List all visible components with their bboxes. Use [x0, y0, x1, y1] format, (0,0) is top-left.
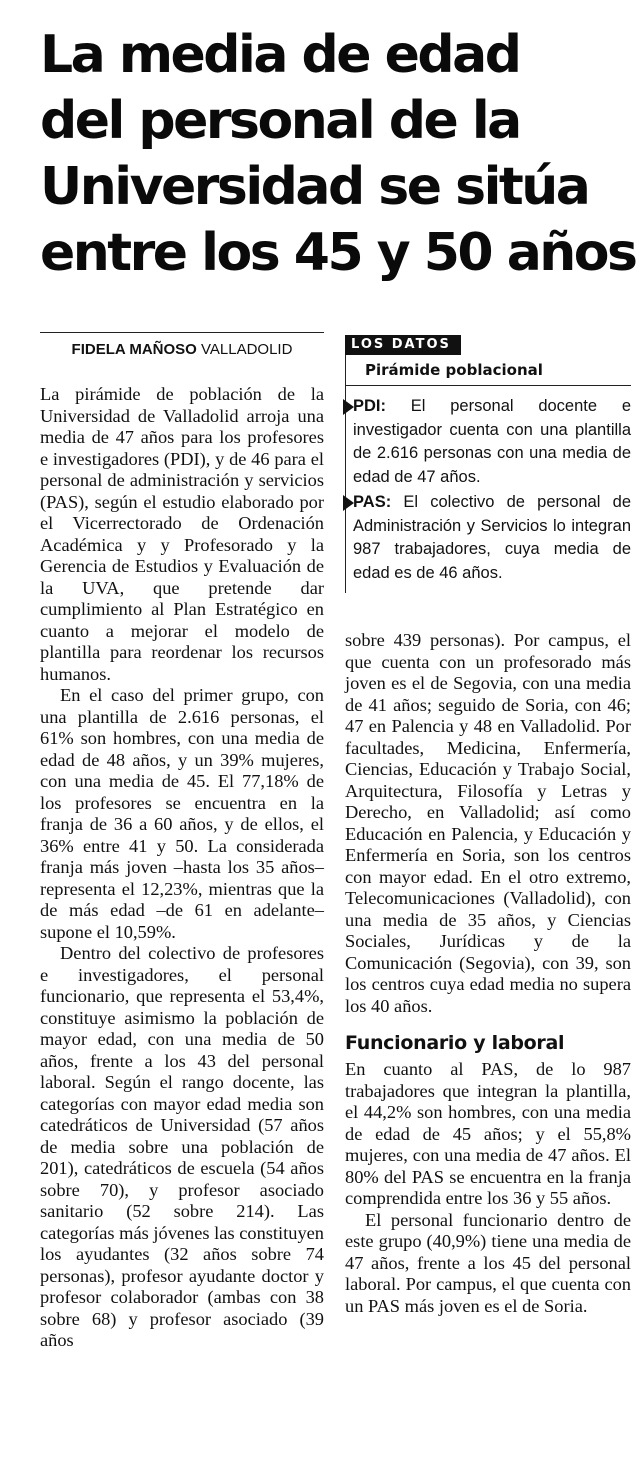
triangle-arrow-icon: [343, 495, 354, 511]
article-paragraph: En el caso del primer grupo, con una plantilla de 2.616 personas, el 61% son hombres, con una media de edad de 48 años, y un 39% mujeres, con una media de 45. El 77,18% de los profesores se encuentra en la franja de 36 a 60 años, y de ellos, el 36% entre 41 y 50. La considerada franja más joven –hasta los 35 años– representa el 12,23%, mientras que la de más edad –de 61 en adelante– supone el 10,59%.: [40, 685, 324, 942]
headline-line: entre los 45 y 50 años: [40, 223, 636, 283]
byline: [40, 332, 324, 358]
article-subhead: Funcionario y laboral: [345, 1032, 565, 1054]
sidebar-title: Pirámide poblacional: [365, 361, 543, 379]
sidebar-box: [345, 335, 631, 593]
sidebar-tag: LOS DATOS: [345, 335, 461, 355]
article-paragraph: En cuanto al PAS, de lo 987 trabajadores que integran la plantilla, el 44,2% son hombres, con una media de edad de 45 años; y el 55,8% mujeres, con una media de 47 años. El 80% del PAS se encuentra en la franja comprendida entre los 36 y 55 años.: [345, 1059, 631, 1208]
byline-location: VALLADOLID: [201, 341, 293, 358]
sidebar-item-text: El personal docente e investigador cuenta con una plantilla de 2.616 personas con una media de edad de 47 años.: [353, 397, 631, 486]
sidebar-items: [353, 395, 631, 587]
headline-line: del personal de la: [40, 91, 520, 151]
sidebar-item-label: PAS:: [353, 493, 392, 511]
article-paragraph: Dentro del colectivo de profesores e investigadores, el personal funcionario, que representa el 53,4%, constituye asimismo la población de mayor edad, con una media de 50 años, frente a los 43 del personal laboral. Según el rango docente, las categorías con mayor edad media son catedráticos de Universidad (57 años de media sobre una población de 201), catedráticos de escuela (54 años sobre 70), y profesor asociado sanitario (52 sobre 214). Las categorías más jóvenes las constituyen los ayudantes (32 años sobre 74 personas), profesor ayudante doctor y profesor colaborador (ambas con 38 sobre 68) y profesor asociado (39 años: [40, 943, 324, 1350]
triangle-arrow-icon: [343, 399, 354, 415]
article-column-1: [40, 384, 324, 1352]
article-paragraph: sobre 439 personas). Por campus, el que cuenta con un profesorado más joven es el de Segovia, con una media de 41 años; seguido de Soria, con 46; 47 en Palencia y 48 en Valladolid. Por facultades, Medicina, Enfermería, Ciencias, Educación y Trabajo Social, Arquitectura, Filosofía y Letras y Derecho, en Valladolid; así como Educación en Palencia, y Educación y Enfermería en Soria, son los centros con mayor edad. En el otro extremo, Telecomunicaciones (Valladolid), con una media de 35 años, y Ciencias Sociales, Jurídicas y de la Comunicación (Segovia), con 39, son los centros cuya edad media no supera los 40 años.: [345, 630, 631, 1016]
sidebar-vertical-rule: [345, 355, 346, 593]
sidebar-item-pas: [353, 491, 631, 585]
headline-line: Universidad se sitúa: [40, 157, 589, 217]
byline-author: FIDELA MAÑOSO: [71, 341, 197, 358]
article-column-2: [345, 630, 631, 1317]
article-paragraph: La pirámide de población de la Universidad de Valladolid arroja una media de 47 años para los profesores e investigadores (PDI), y de 46 para el personal de administración y servicios (PAS), según el estudio elaborado por el Vicerrectorado de Ordenación Académica y y Profesorado y la Gerencia de Estudios y Evaluación de la UVA, que pretende dar cumplimiento al Plan Estratégico en cuanto a mejorar el modelo de plantilla para reordenar los recursos humanos.: [40, 384, 324, 684]
headline: [40, 22, 640, 286]
article-paragraph: El personal funcionario dentro de este grupo (40,9%) tiene una media de 47 años, frente a los 45 del personal laboral. Por campus, el que cuenta con un PAS más joven es el de Soria.: [345, 1209, 631, 1316]
sidebar-rule: [345, 385, 631, 386]
headline-line: La media de edad: [40, 25, 520, 85]
sidebar-item-label: PDI:: [353, 397, 386, 415]
sidebar-item-pdi: [353, 395, 631, 489]
sidebar-item-text: El colectivo de personal de Administración y Servicios lo integran 987 trabajadores, cuya media de edad es de 46 años.: [353, 493, 631, 582]
